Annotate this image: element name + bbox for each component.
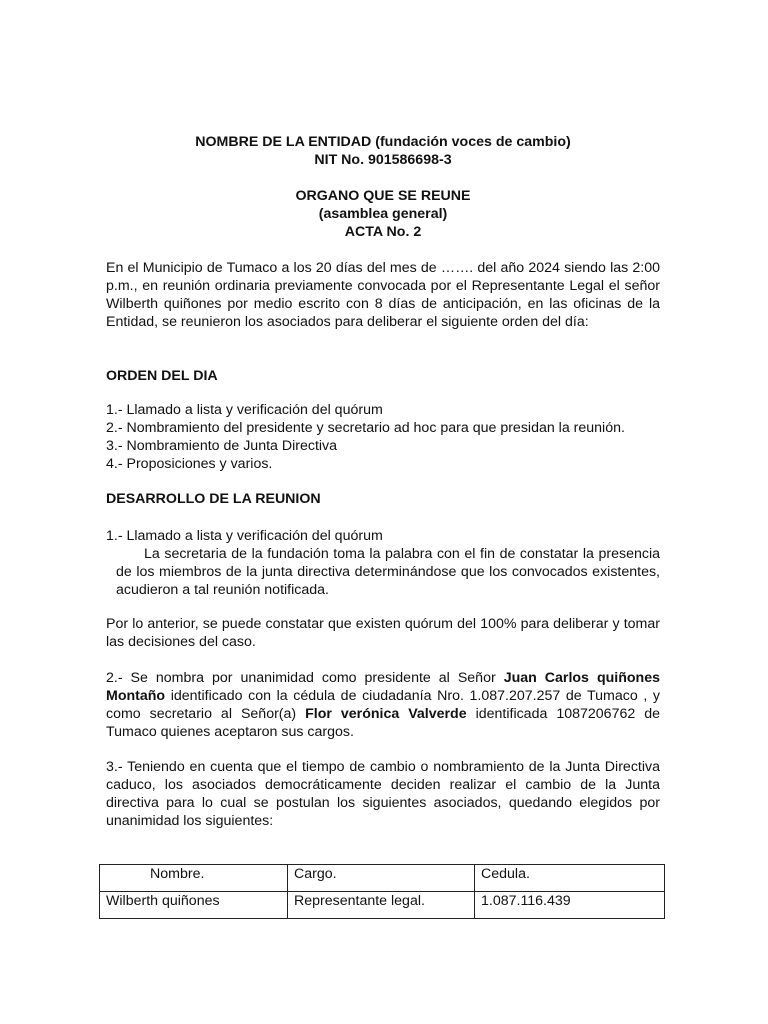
desarrollo-title: DESARROLLO DE LA REUNION: [106, 491, 321, 507]
table-header-nombre: Nombre.: [100, 865, 288, 892]
item2-text-a: 2.- Se nombra por unanimidad como presidente al Señor: [106, 670, 504, 686]
president-name: Juan Carlos quiñones Montaño: [106, 670, 660, 704]
orden-item-1: 1.- Llamado a lista y verificación del quórum: [106, 402, 383, 418]
secretary-name: Flor verónica Valverde: [305, 706, 467, 722]
orden-title: ORDEN DEL DIA: [106, 368, 218, 384]
table-header-row: [100, 865, 665, 892]
table-cell-nombre: Wilberth quiñones: [100, 892, 288, 919]
entity-nit: NIT No. 901586698-3: [314, 152, 452, 168]
acta-number: ACTA No. 2: [344, 224, 422, 240]
table-cell-cedula: 1.087.116.439: [475, 892, 665, 919]
orden-item-3: 3.- Nombramiento de Junta Directiva: [106, 438, 338, 454]
item2-paragraph: [106, 669, 660, 741]
table-cell-cargo: Representante legal.: [288, 892, 475, 919]
assembly-type: (asamblea general): [318, 206, 448, 222]
intro-paragraph: En el Municipio de Tumaco a los 20 días del mes de ……. del año 2024 siendo las 2:00 p.m., en reunión ordinaria previamente convocada por el Representante Legal el señor Wilberth quiñones por medio escrito con 8 días de anticipación, en las oficinas de la Entidad, se reunieron los asociados para deliberar el siguiente orden del día:: [106, 260, 660, 330]
orden-list: [106, 401, 666, 473]
quorum-paragraph: Por lo anterior, se puede constatar que existen quórum del 100% para deliberar y tomar las decisiones del caso.: [106, 616, 660, 650]
orden-item-4: 4.- Proposiciones y varios.: [106, 456, 273, 472]
table-header-cedula: Cedula.: [475, 865, 665, 892]
item2-text-b: identificado con la cédula de ciudadanía Nro. 1.087.207.257 de Tumaco , y como secretario al Señor(a): [106, 688, 660, 722]
entity-name: NOMBRE DE LA ENTIDAD (fundación voces de cambio): [195, 134, 571, 150]
table-header-cargo: Cargo.: [288, 865, 475, 892]
desarrollo-item1-title: 1.- Llamado a lista y verificación del quórum: [106, 528, 383, 544]
meeting-header: [106, 187, 660, 241]
item3-paragraph: 3.- Teniendo en cuenta que el tiempo de cambio o nombramiento de la Junta Directiva caduco, los asociados democráticamente deciden realizar el cambio de la Junta directiva para lo cual se postulan los siguientes asociados, quedando elegidos por unanimidad los siguientes:: [106, 759, 660, 829]
orden-item-2: 2.- Nombramiento del presidente y secretario ad hoc para que presidan la reunión.: [106, 420, 625, 436]
item2-text-c: identificada 1087206762 de Tumaco quienes aceptaron sus cargos.: [106, 706, 660, 740]
junta-table: [99, 864, 665, 919]
desarrollo-item1-body: La secretaria de la fundación toma la palabra con el fin de constatar la presencia de los miembros de la junta directiva determinándose que los convocados existentes, acudieron a tal reunión notificada.: [116, 546, 660, 598]
table-row: [100, 892, 665, 919]
document-header: [106, 133, 660, 169]
organ-title: ORGANO QUE SE REUNE: [295, 188, 471, 204]
